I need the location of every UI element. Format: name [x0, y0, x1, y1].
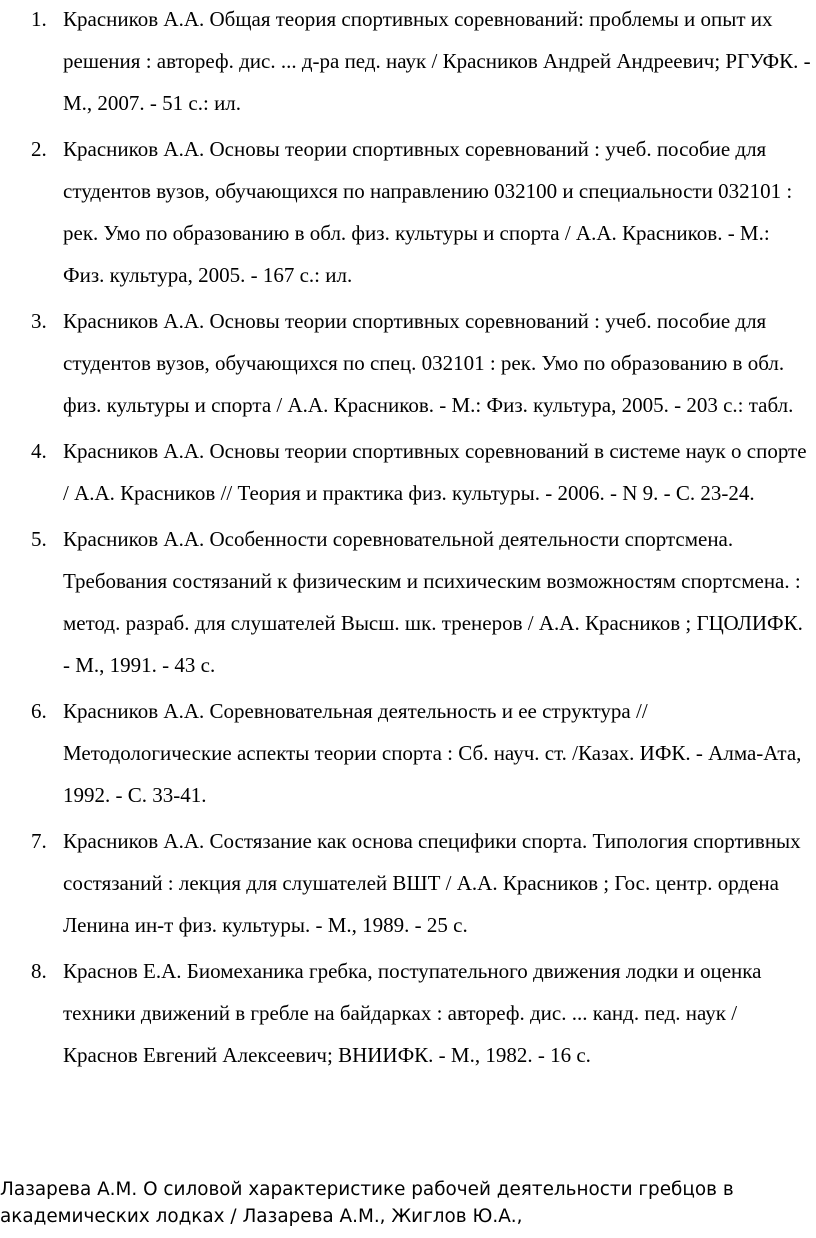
trailing-reference-line-1: Лазарева А.М. О силовой характеристике рабочей деятельности гребцов в: [0, 1179, 734, 1200]
trailing-reference: [0, 1176, 816, 1230]
entry-text: Красников А.А. Общая теория спортивных соревнований: проблемы и опыт их решения : автореф. дис. ... д-ра пед. наук / Красников Андрей Андреевич; РГУФК. - М., 2007. - 51 с.: ил.: [63, 7, 811, 115]
bibliography-entry-6: [0, 690, 816, 816]
entry-text: Красников А.А. Особенности соревновательной деятельности спортсмена. Требования состязаний к физическим и психическим возможностям спортсмена. : метод. разраб. для слушателей Высш. шк. тренеров / А.А. Красников ; ГЦОЛИФК. - М., 1991. - 43 с.: [63, 527, 803, 677]
entry-number: 8.: [31, 959, 47, 983]
entry-text: Красников А.А. Состязание как основа специфики спорта. Типология спортивных состязаний : лекция для слушателей ВШТ / А.А. Красников ; Гос. центр. ордена Ленина ин-т физ. культуры. - М., 1989. - 25 с.: [63, 829, 801, 937]
entry-number: 2.: [31, 137, 47, 161]
entry-text: Краснов Е.А. Биомеханика гребка, поступательного движения лодки и оценка техники движений в гребле на байдарках : автореф. дис. ... канд. пед. наук / Краснов Евгений Алексеевич; ВНИИФК. - М., 1982. - 16 с.: [63, 959, 762, 1067]
entry-number: 1.: [31, 7, 47, 31]
bibliography-entry-1: [0, 0, 816, 124]
bibliography-entry-3: [0, 300, 816, 426]
entry-text: Красников А.А. Основы теории спортивных соревнований в системе наук о спорте / А.А. Красников // Теория и практика физ. культуры. - 2006. - N 9. - С. 23-24.: [63, 439, 807, 505]
bibliography-entry-7: [0, 820, 816, 946]
entry-number: 5.: [31, 527, 47, 551]
bibliography-entry-4: [0, 430, 816, 514]
trailing-reference-line-2: академических лодках / Лазарева А.М., Жиглов Ю.А.,: [0, 1206, 523, 1227]
entry-number: 4.: [31, 439, 47, 463]
entry-text: Красников А.А. Основы теории спортивных соревнований : учеб. пособие для студентов вузов, обучающихся по направлению 032100 и специальности 032101 : рек. Умо по образованию в обл. физ. культуры и спорта / А.А. Красников. - М.: Физ. культура, 2005. - 167 с.: ил.: [63, 137, 793, 287]
bibliography-entry-2: [0, 128, 816, 296]
entry-text: Красников А.А. Соревновательная деятельность и ее структура // Методологические аспекты теории спорта : Сб. науч. ст. /Казах. ИФК. - Алма-Ата, 1992. - С. 33-41.: [63, 699, 802, 807]
entry-number: 7.: [31, 829, 47, 853]
entry-number: 3.: [31, 309, 47, 333]
entry-number: 6.: [31, 699, 47, 723]
entry-text: Красников А.А. Основы теории спортивных соревнований : учеб. пособие для студентов вузов, обучающихся по спец. 032101 : рек. Умо по образованию в обл. физ. культуры и спорта / А.А. Красников. - М.: Физ. культура, 2005. - 203 с.: табл.: [63, 309, 794, 417]
bibliography-entry-8: [0, 950, 816, 1076]
bibliography-entry-5: [0, 518, 816, 686]
